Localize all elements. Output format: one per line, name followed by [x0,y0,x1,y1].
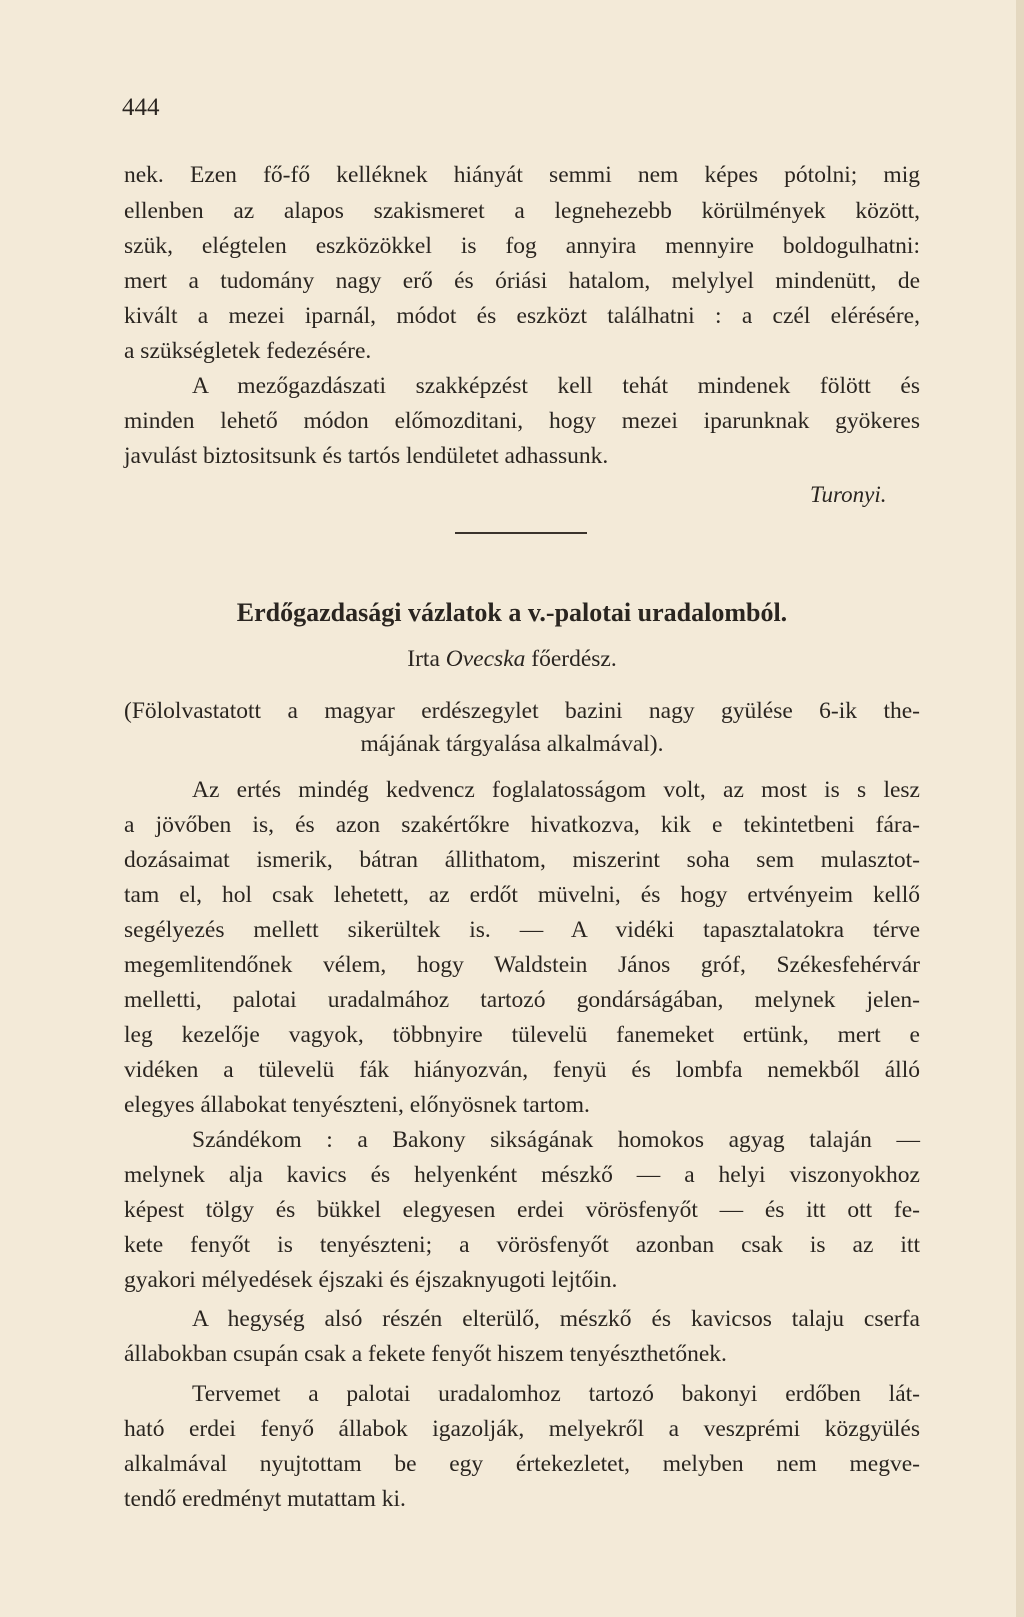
body-line: megemlitendőnek vélem, hogy Waldstein János gróf, Székesfehérvár [124,952,920,978]
article-note: (Fölolvastatott a magyar erdészegylet bazini nagy gyülése 6-ik the- [124,698,920,724]
body-line: állabokban csupán csak a fekete fenyőt hiszem tenyészthetőnek. [124,1341,727,1367]
article-note: májának tárgyalása alkalmával). [360,731,664,757]
body-line: tam el, hol csak lehetett, az erdőt müvelni, és hogy ertvényeim kellő [124,882,920,908]
body-line: leg kezelője vagyok, többnyire tülevelü fanemeket ertünk, mert e [124,1022,920,1048]
body-line: kete fenyőt is tenyészteni; a vörösfenyőt azonban csak is az itt [124,1232,920,1258]
body-line: elegyes állabokat tenyészteni, előnyösnek tartom. [124,1092,590,1118]
body-line: alkalmával nyujtottam be egy értekezletet, melyben nem megve- [124,1451,920,1477]
body-line: tendő eredményt mutattam ki. [124,1486,406,1512]
section-divider [455,532,587,534]
page-edge [1016,0,1024,1617]
intro-line: a szükségletek fedezésére. [124,338,372,364]
body-line: melletti, palotai uradalmához tartozó gondárságában, melynek jelen- [124,987,920,1013]
body-line: vidéken a tülevelü fák hiányozván, fenyü és lombfa nemekből álló [124,1057,920,1083]
body-line: dozásaimat ismerik, bátran állithatom, miszerint soha sem mulasztot- [124,847,920,873]
byline-prefix: Irta [407,646,440,672]
body-line: segélyezés mellett sikerültek is. — A vidéki tapasztalatokra térve [124,917,920,943]
intro-line: szük, elégtelen eszközökkel is fog annyira mennyire boldogulhatni: [124,233,920,259]
page-number: 444 [122,94,160,121]
body-line: a jövőben is, és azon szakértőkre hivatkozva, kik e tekintetbeni fára- [124,812,920,838]
body-line: Tervemet a palotai uradalomhoz tartozó bakonyi erdőben lát- [192,1381,920,1407]
body-line: Az ertés mindég kedvencz foglalatosságom volt, az most is s lesz [192,777,920,803]
article-title: Erdőgazdasági vázlatok a v.-palotai uradalomból. [236,598,788,627]
body-line: képest tölgy és bükkel elegyesen erdei vörösfenyőt — és itt ott fe- [124,1197,920,1223]
body-line: gyakori mélyedések éjszaki és éjszaknyugoti lejtőin. [124,1267,618,1293]
intro-line: kivált a mezei iparnál, módot és eszközt találhatni : a czél elérésére, [124,303,920,329]
intro-line: javulást biztositsunk és tartós lendületet adhassunk. [124,443,609,469]
intro-line: ellenben az alapos szakismeret a legnehezebb körülmények között, [124,198,920,224]
intro-line: A mezőgazdászati szakképzést kell tehát mindenek fölött és [192,373,920,399]
body-line: melynek alja kavics és helyenként mészkő — a helyi viszonyokhoz [124,1162,920,1188]
intro-line: minden lehető módon előmozditani, hogy mezei iparunknak gyökeres [124,408,920,434]
intro-line: nek. Ezen fő-fő kelléknek hiányát semmi nem képes pótolni; mig [124,162,920,188]
body-line: Szándékom : a Bakony sikságának homokos agyag talaján — [192,1127,920,1153]
body-line: ható erdei fenyő állabok igazolják, melyekről a veszprémi közgyülés [124,1416,920,1442]
byline-title: főerdész. [531,646,617,672]
signature: Turonyi. [810,482,887,507]
byline-author: Ovecska [445,646,526,672]
byline [0,646,1024,673]
intro-line: mert a tudomány nagy erő és óriási hatalom, melylyel mindenütt, de [124,268,920,294]
body-line: A hegység alsó részén elterülő, mészkő és kavicsos talaju cserfa [192,1306,920,1332]
